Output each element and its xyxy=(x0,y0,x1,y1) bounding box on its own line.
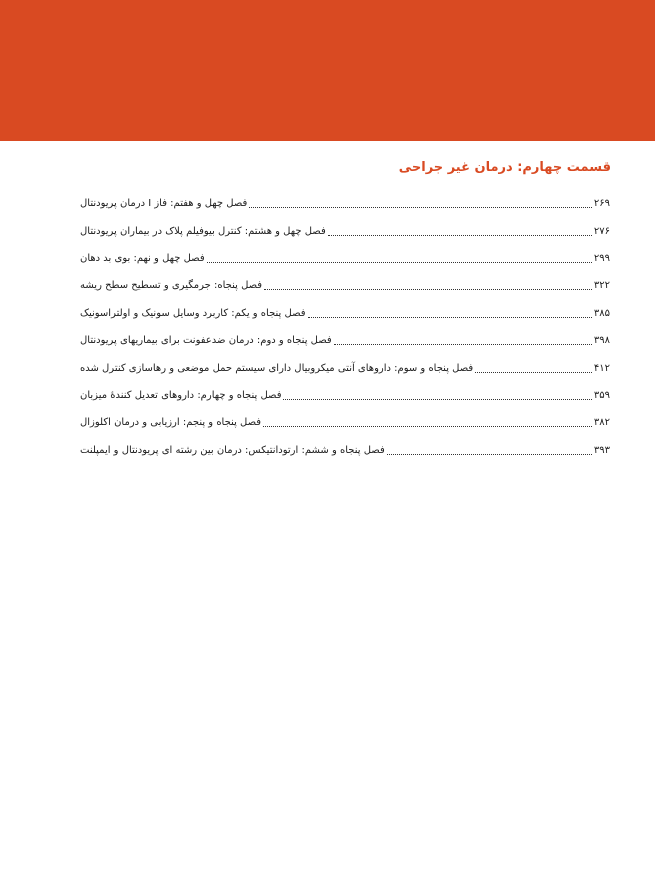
toc-entry-title: فصل پنجاه و پنجم: ارزیابی و درمان اکلوزال xyxy=(80,417,262,429)
toc-entry-page: ۳۲۲ xyxy=(593,280,610,292)
toc-entry[interactable] xyxy=(80,217,610,244)
toc-entry-title: فصل چهل و هشتم: کنترل بیوفیلم پلاک در بیماران پریودنتال xyxy=(80,225,326,237)
toc-entry[interactable] xyxy=(80,300,610,327)
toc-entry-title: فصل چهل و هفتم: فاز I درمان پریودنتال xyxy=(80,198,248,210)
toc-entry-title: فصل پنجاه و دوم: درمان ضدعفونت برای بیماریهای پریودنتال xyxy=(80,335,332,347)
dot-leader xyxy=(249,207,592,208)
dot-leader xyxy=(328,235,592,236)
toc-entry-title: فصل پنجاه و چهارم: داروهای تعدیل کنندهٔ میزبان xyxy=(80,389,282,401)
dot-leader xyxy=(264,289,592,290)
toc-entry[interactable] xyxy=(80,354,610,381)
toc-entry-page: ۳۸۲ xyxy=(593,417,610,429)
toc-entry-page: ۴۱۲ xyxy=(593,362,610,374)
toc-entry-title: فصل پنجاه و ششم: ارتودانتیکس: درمان بین رشته ای پریودنتال و ایمپلنت xyxy=(80,444,385,456)
toc-entry[interactable] xyxy=(80,327,610,354)
toc-entry-page: ۳۵۹ xyxy=(593,389,610,401)
toc-entry[interactable] xyxy=(80,190,610,217)
toc-entry-page: ۲۹۹ xyxy=(593,252,610,264)
toc-entry-page: ۲۷۶ xyxy=(593,225,610,237)
toc-entry-title: فصل چهل و نهم: بوی بد دهان xyxy=(80,252,205,264)
toc-entry[interactable] xyxy=(80,382,610,409)
toc-entry-title: فصل پنجاه و سوم: داروهای آنتی میکروبیال دارای سیستم حمل موضعی و رهاسازی کنترل شده xyxy=(80,362,474,374)
toc-entry-title: فصل پنجاه: جرمگیری و تسطیح سطح ریشه xyxy=(80,280,263,292)
dot-leader xyxy=(334,344,592,345)
toc-entry[interactable] xyxy=(80,409,610,436)
toc-entry[interactable] xyxy=(80,272,610,299)
toc-entry-page: ۲۶۹ xyxy=(593,198,610,210)
table-of-contents xyxy=(80,190,610,464)
dot-leader xyxy=(207,262,592,263)
dot-leader xyxy=(475,372,592,373)
dot-leader xyxy=(308,317,592,318)
toc-entry-page: ۳۸۵ xyxy=(593,307,610,319)
dot-leader xyxy=(283,399,591,400)
toc-entry-title: فصل پنجاه و یکم: کاربرد وسایل سونیک و اولتراسونیک xyxy=(80,307,306,319)
toc-entry-page: ۳۹۸ xyxy=(593,335,610,347)
toc-entry[interactable] xyxy=(80,437,610,464)
toc-entry[interactable] xyxy=(80,245,610,272)
dot-leader xyxy=(263,426,592,427)
dot-leader xyxy=(387,454,592,455)
header-band xyxy=(0,0,655,141)
section-title: قسمت چهارم: درمان غیر جراحی xyxy=(398,160,611,175)
toc-entry-page: ۳۹۳ xyxy=(593,444,610,456)
